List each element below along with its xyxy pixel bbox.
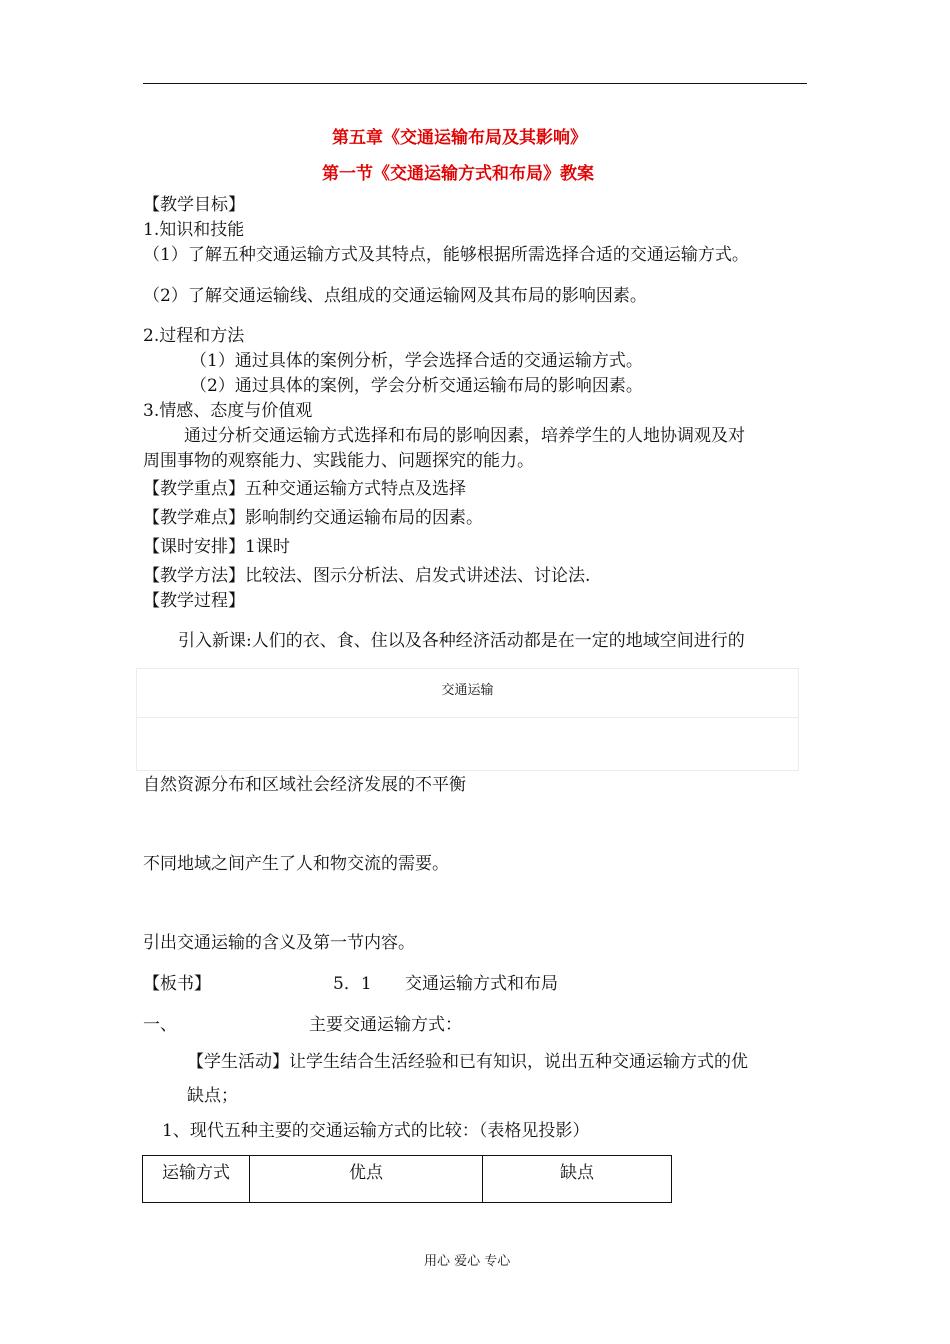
header-rule [143,83,807,84]
table-header-row [143,1156,672,1203]
flow-line-2: 不同地域之间产生了人和物交流的需要。 [143,854,449,874]
knowledge-item-1: （1）了解五种交通运输方式及其特点，能够根据所需选择合适的交通运输方式。 [143,245,749,265]
board-title: 交通运输方式和布局 [405,974,558,994]
process-method-heading: 2.过程和方法 [143,326,245,346]
section-title: 第一节《交通运输方式和布局》教案 [322,164,594,184]
process-method-item-2: （2）通过具体的案例，学会分析交通运输布局的影响因素。 [190,376,643,396]
methods: 【教学方法】比较法、图示分析法、启发式讲述法、讨论法. [143,566,591,586]
board-label: 【板书】 [143,974,211,994]
intro-line: 引入新课:人们的衣、食、住以及各种经济活动都是在一定的地域空间进行的 [178,631,745,651]
table-header-mode: 运输方式 [143,1156,250,1203]
process-method-item-1: （1）通过具体的案例分析，学会选择合适的交通运输方式。 [190,351,643,371]
flow-line-3: 引出交通运输的含义及第一节内容。 [143,933,415,953]
section-one-title: 主要交通运输方式： [309,1015,462,1035]
table-header-cons: 缺点 [483,1156,672,1203]
chapter-title: 第五章《交通运输布局及其影响》 [332,128,587,148]
schedule: 【课时安排】1课时 [143,537,290,557]
activity-line-2: 缺点； [187,1086,238,1106]
key-point: 【教学重点】五种交通运输方式特点及选择 [143,479,466,499]
flow-diagram-box [136,668,799,771]
flow-box-divider [137,717,798,718]
process-heading: 【教学过程】 [143,591,245,611]
difficulty: 【教学难点】影响制约交通运输布局的因素。 [143,508,483,528]
flow-box-label: 交通运输 [441,683,494,698]
comparison-table [142,1155,672,1203]
knowledge-heading: 1.知识和技能 [143,220,245,240]
page-footer: 用心 爱心 专心 [424,1254,511,1269]
table-header-pros: 优点 [250,1156,483,1203]
objectives-heading: 【教学目标】 [143,195,245,215]
comparison-heading: 1、现代五种主要的交通运输方式的比较：（表格见投影） [162,1121,590,1141]
section-one-numeral: 一、 [143,1015,177,1035]
activity-line-1: 【学生活动】让学生结合生活经验和已有知识，说出五种交通运输方式的优 [187,1052,748,1072]
emotion-line-1: 通过分析交通运输方式选择和布局的影响因素，培养学生的人地协调观及对 [184,426,745,446]
knowledge-item-2: （2）了解交通运输线、点组成的交通运输网及其布局的影响因素。 [143,286,647,306]
emotion-heading: 3.情感、态度与价值观 [143,401,313,421]
board-number: 5．1 [333,974,372,994]
flow-line-1: 自然资源分布和区域社会经济发展的不平衡 [143,775,466,795]
emotion-line-2: 周围事物的观察能力、实践能力、问题探究的能力。 [143,451,534,471]
